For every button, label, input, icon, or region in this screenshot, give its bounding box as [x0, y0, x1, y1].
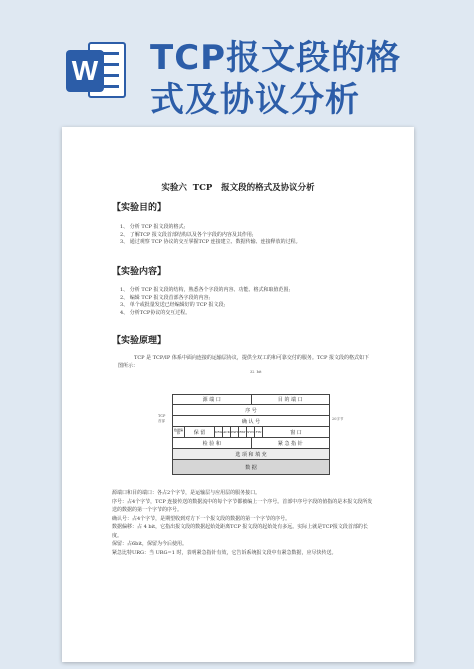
word-badge: W — [66, 50, 104, 92]
note-paragraph: 数据偏移：占 4 bit，它指出报文段的数据起始处距离TCP 报文段的起始处有多远。实际上就是TCP报文段首部的长度。 — [112, 524, 368, 539]
note-paragraph: 确认号：占4个字节，是期望收到对方下一个报文段的数据的第一个字节的序号。 — [112, 515, 291, 522]
diagram-cell: ACK — [223, 427, 231, 437]
note-paragraph: 保留：占6bit，保留为今后使用。 — [112, 541, 187, 547]
diagram-cell: 保 留 — [185, 427, 215, 437]
word-icon — [66, 40, 128, 102]
diagram-cell: 紧 急 指 针 — [277, 440, 303, 447]
diagram-cell: 数 据 — [245, 464, 257, 471]
list-item: 2、 了解TCP 报文段首部结构以及各个字段的内容及其作用; — [120, 231, 254, 238]
diagram-cell: 数据偏移 — [173, 427, 183, 435]
diagram-row-data — [172, 460, 330, 475]
list-item: 1、 分析 TCP 报文段的格式; — [120, 224, 186, 230]
document-title: 实验六 TCP 报文段的格式及协议分析 — [161, 183, 315, 193]
diagram-cell: SYN — [247, 427, 255, 437]
tcp-header-diagram — [158, 370, 358, 488]
diagram-rows — [172, 394, 330, 475]
diagram-cell: 检 验 和 — [173, 438, 252, 448]
list-item: 1、 分析 TCP 报文段的结构，熟悉各个字段的内容、功能、格式和取值范围; — [120, 287, 291, 293]
list-item: 4、 分析TCP协议的交互过程。 — [120, 309, 191, 316]
banner-title-line2: 式及协议分析 — [150, 80, 360, 120]
list-item: 2、 编辑 TCP 报文段首部各字段的内容; — [120, 294, 211, 301]
diagram-right-label: 20字节 — [332, 417, 344, 421]
diagram-cell: URG — [215, 427, 223, 437]
principle-intro: TCP 是 TCP/IP 体系中面向连接的运输层协议，提供全双工的和可靠交付的服务。TCP 报文段的格式如下图所示： — [118, 355, 369, 369]
contents-list — [120, 287, 290, 317]
diagram-cell: 选 项 和 填 充 — [235, 451, 267, 458]
note-paragraph: 源端口和目的端口：各占2个字节，是运输层与应用层的服务接口。 — [112, 490, 261, 496]
objectives-list — [120, 224, 301, 247]
diagram-cell: RST — [239, 427, 247, 437]
diagram-row-ack — [172, 416, 330, 427]
note-paragraph: 紧急比特URG：当 URG=1 时，表明紧急指针有效，它告诉系统报文段中有紧急数据，应尽快传送。 — [112, 549, 337, 556]
header-banner — [0, 0, 474, 120]
diagram-cell: PSH — [231, 427, 239, 437]
field-notes — [112, 489, 374, 557]
note-paragraph: 序号：占4个字节，TCP 连接传送的数据流中的每个字节都被编上一个序号。首部中序号字段的值指的是本报文段所发送的数据的第一个字节的序号。 — [112, 498, 373, 513]
diagram-cell: 目 的 端 口 — [277, 397, 303, 403]
diagram-side-label-2: 首部 — [158, 419, 165, 423]
list-item: 3、 单个或批量发送已经编辑好的 TCP 报文段; — [120, 302, 226, 308]
list-item: 3、 通过观察 TCP 协议的交互掌握TCP 连接建立、数据传输、连接释放的过程。 — [120, 239, 301, 245]
section-heading-principle: 【实验原理】 — [112, 336, 167, 346]
diagram-row-flags — [172, 427, 330, 438]
diagram-row-checksum — [172, 438, 330, 449]
diagram-side-label: TCP — [158, 414, 166, 418]
diagram-row-seq — [172, 405, 330, 416]
diagram-row-ports — [172, 394, 330, 405]
banner-title-line1: TCP报文段的格 — [150, 38, 402, 78]
diagram-cell: 源 端 口 — [173, 395, 252, 404]
diagram-cell: FIN — [255, 427, 263, 437]
diagram-cell: 确 认 号 — [241, 418, 261, 425]
section-heading-objectives: 【实验目的】 — [112, 203, 167, 213]
diagram-cell: 窗 口 — [290, 429, 302, 436]
section-heading-contents: 【实验内容】 — [112, 267, 167, 277]
diagram-row-options — [172, 449, 330, 460]
diagram-cell: 序 号 — [245, 407, 257, 414]
document-page — [62, 127, 414, 662]
diagram-width-label: 32 bit — [250, 370, 262, 374]
